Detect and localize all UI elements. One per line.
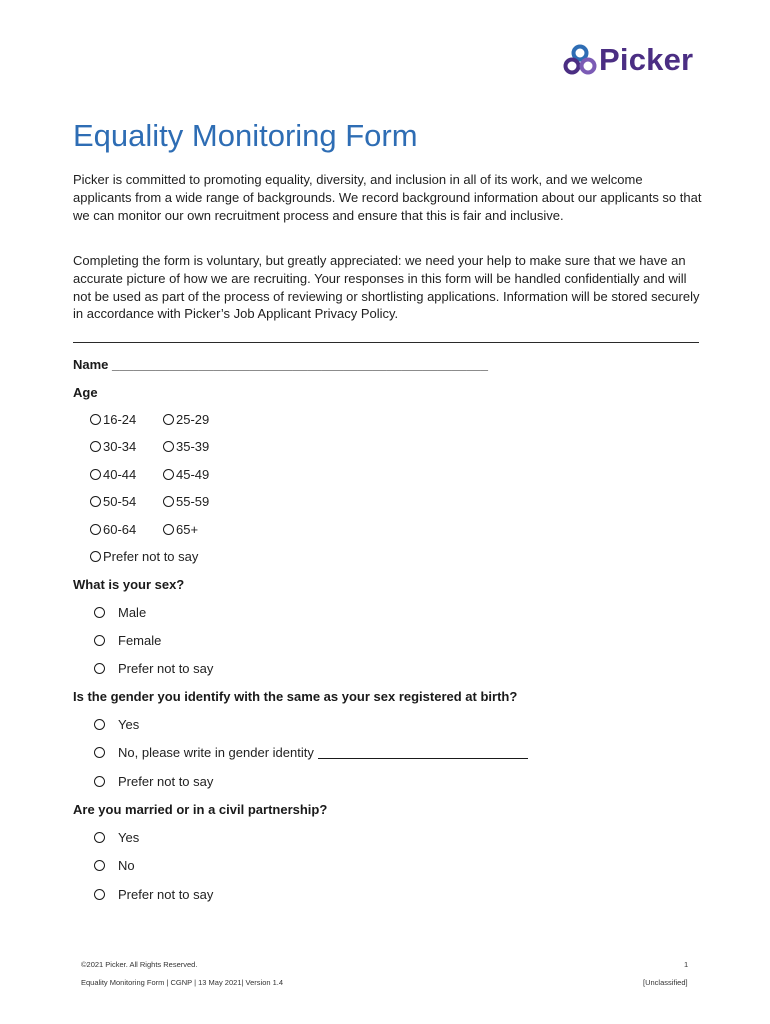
- brand-name: Picker: [599, 42, 694, 77]
- radio-icon[interactable]: [90, 551, 101, 562]
- age-option-65-plus[interactable]: 65+: [163, 522, 198, 537]
- gender-option-yes[interactable]: Yes: [94, 717, 139, 732]
- footer-classification: [Unclassified]: [643, 978, 688, 987]
- age-option-25-29[interactable]: 25-29: [163, 412, 209, 427]
- picker-logo-icon: [563, 43, 597, 77]
- radio-icon[interactable]: [163, 496, 174, 507]
- age-question: Age: [73, 385, 98, 400]
- age-option-35-39[interactable]: 35-39: [163, 439, 209, 454]
- radio-icon[interactable]: [90, 414, 101, 425]
- age-option-prefer-not[interactable]: Prefer not to say: [90, 549, 198, 564]
- radio-icon[interactable]: [94, 635, 105, 646]
- picker-logo: [563, 42, 693, 78]
- age-option-60-64[interactable]: 60-64: [90, 522, 136, 537]
- marital-option-prefer-not[interactable]: Prefer not to say: [94, 887, 213, 902]
- radio-icon[interactable]: [90, 524, 101, 535]
- age-option-45-49[interactable]: 45-49: [163, 467, 209, 482]
- radio-icon[interactable]: [163, 524, 174, 535]
- age-option-40-44[interactable]: 40-44: [90, 467, 136, 482]
- intro-paragraph-1: Picker is committed to promoting equality, diversity, and inclusion in all of its work, and we welcome applicants from a wide range of backgrounds. We record background information about our applicants so that we can monitor our own recruitment process and ensure that this is fair and inclusive.: [73, 172, 702, 223]
- intro-paragraph-2: Completing the form is voluntary, but greatly appreciated: we need your help to make sure that we have an accurate picture of how we are recruiting. Your responses in this form will be handled confidentially and will not be used as part of the process of reviewing or shortlisting applications. Information will be stored securely in accordance with Picker’s Job Applicant Privacy Policy.: [73, 253, 700, 322]
- footer-copyright: ©2021 Picker. All Rights Reserved.: [81, 960, 198, 969]
- sex-option-male[interactable]: Male: [94, 605, 146, 620]
- radio-icon[interactable]: [90, 496, 101, 507]
- radio-icon[interactable]: [163, 441, 174, 452]
- name-field[interactable]: Name ____________________________________________________: [73, 357, 488, 372]
- gender-option-no[interactable]: No, please write in gender identity: [94, 745, 528, 760]
- sex-option-female[interactable]: Female: [94, 633, 161, 648]
- radio-icon[interactable]: [90, 469, 101, 480]
- marital-question: Are you married or in a civil partnership?: [73, 802, 328, 817]
- marital-option-yes[interactable]: Yes: [94, 830, 139, 845]
- radio-icon[interactable]: [94, 860, 105, 871]
- radio-icon[interactable]: [94, 889, 105, 900]
- age-option-50-54[interactable]: 50-54: [90, 494, 136, 509]
- gender-identity-input[interactable]: [318, 746, 528, 759]
- sex-option-prefer-not[interactable]: Prefer not to say: [94, 661, 213, 676]
- page-title: Equality Monitoring Form: [73, 118, 418, 153]
- age-option-16-24[interactable]: 16-24: [90, 412, 136, 427]
- footer-page-number: 1: [684, 960, 689, 969]
- radio-icon[interactable]: [94, 719, 105, 730]
- age-option-30-34[interactable]: 30-34: [90, 439, 136, 454]
- age-option-55-59[interactable]: 55-59: [163, 494, 209, 509]
- radio-icon[interactable]: [94, 747, 105, 758]
- radio-icon[interactable]: [94, 607, 105, 618]
- marital-option-no[interactable]: No: [94, 858, 135, 873]
- radio-icon[interactable]: [94, 776, 105, 787]
- sex-question: What is your sex?: [73, 577, 185, 592]
- radio-icon[interactable]: [94, 663, 105, 674]
- gender-question: Is the gender you identify with the same as your sex registered at birth?: [73, 689, 518, 704]
- radio-icon[interactable]: [90, 441, 101, 452]
- section-divider: [73, 342, 699, 343]
- radio-icon[interactable]: [163, 469, 174, 480]
- footer-doc-info: Equality Monitoring Form | CGNP | 13 May 2021| Version 1.4: [81, 978, 284, 987]
- gender-option-prefer-not[interactable]: Prefer not to say: [94, 774, 213, 789]
- radio-icon[interactable]: [163, 414, 174, 425]
- radio-icon[interactable]: [94, 832, 105, 843]
